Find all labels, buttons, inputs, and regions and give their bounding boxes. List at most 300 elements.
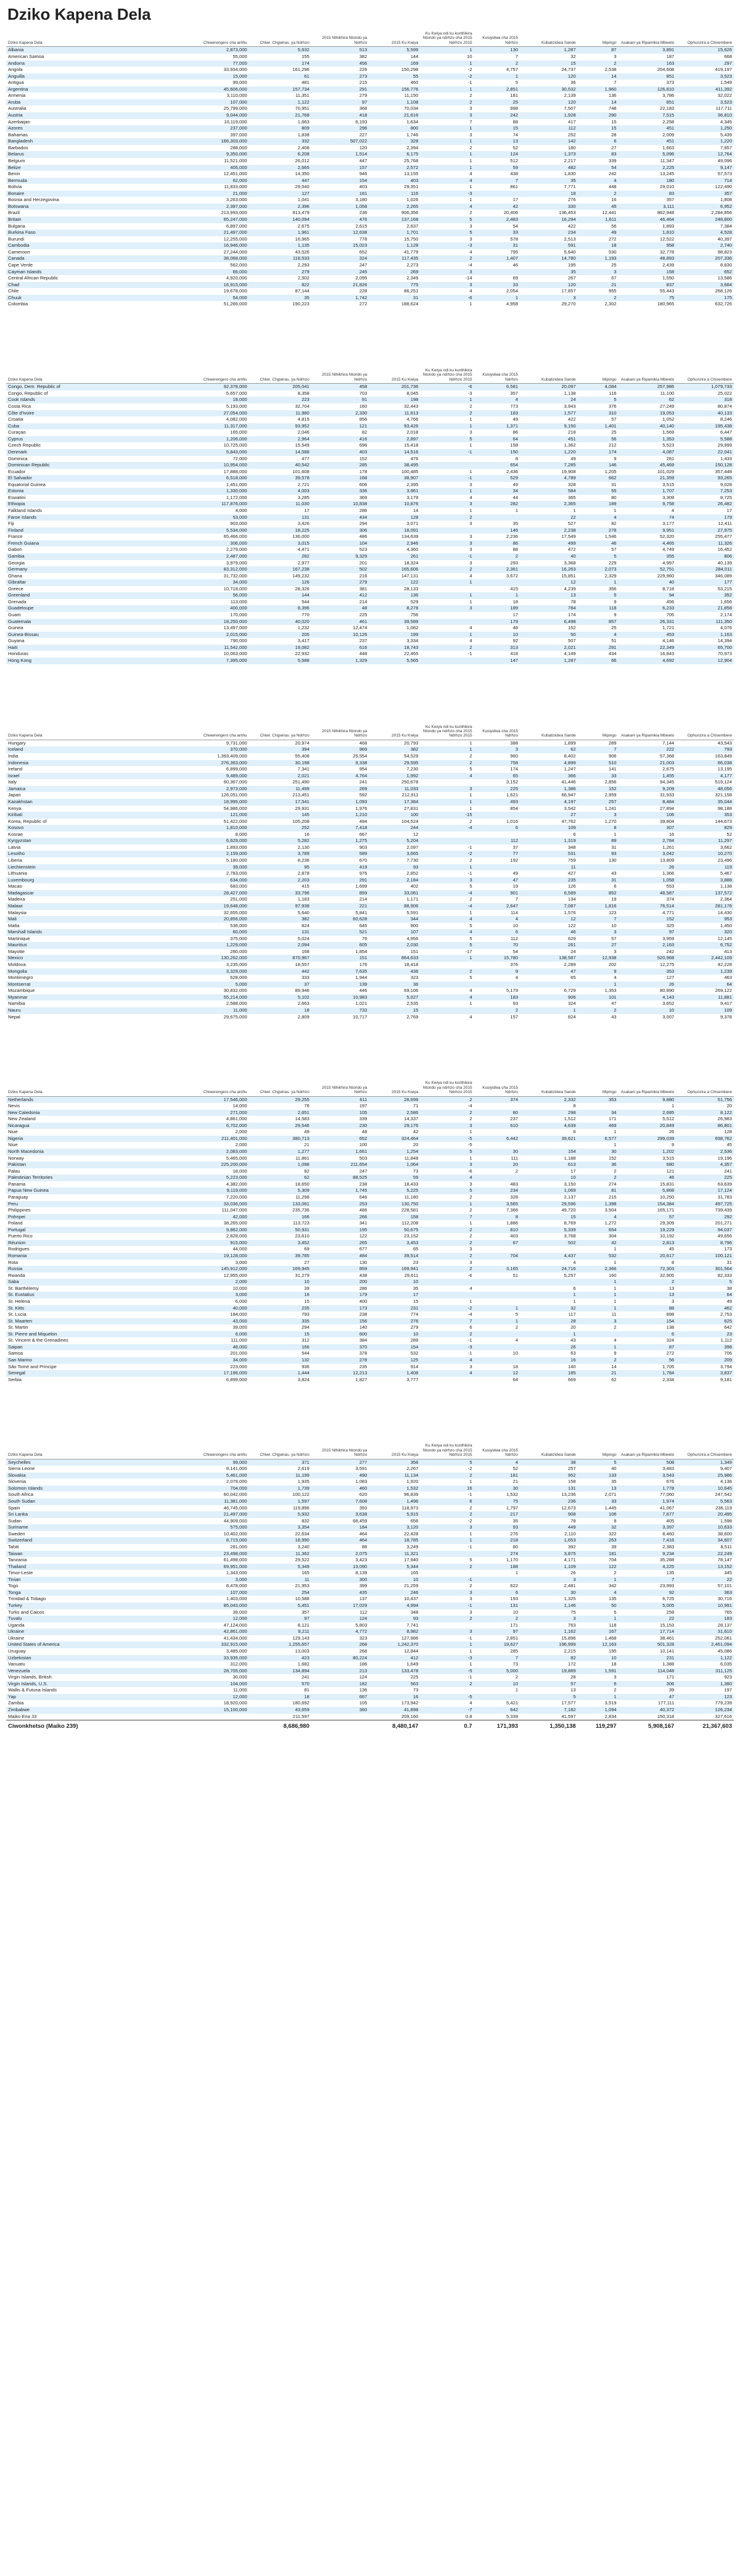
value-cell: 285 <box>311 462 369 469</box>
table-row <box>6 968 734 975</box>
value-cell: 137,572 <box>676 890 734 897</box>
value-cell: 6 <box>619 1331 676 1338</box>
value-cell: 168 <box>302 948 310 954</box>
value-cell: 122 <box>359 1233 368 1239</box>
country-name-cell: Colombia <box>8 301 28 307</box>
value-cell: 370,000 <box>190 746 249 753</box>
value-cell: 5,179 <box>506 988 519 994</box>
value-cell: 5,193,000 <box>226 403 247 409</box>
value-cell: 611 <box>311 1096 369 1103</box>
value-cell <box>474 1286 520 1292</box>
value-cell: 15,000 <box>190 73 249 80</box>
value-cell: 3,565 <box>474 1201 520 1208</box>
country-name-cell: Liechtenstein <box>6 864 190 871</box>
value-cell: 155 <box>302 53 310 59</box>
value-cell: 55,214,000 <box>190 994 249 1001</box>
value-cell: 87 <box>619 1344 676 1351</box>
value-cell: 30,198 <box>249 760 311 767</box>
value-cell: 59 <box>369 1174 420 1181</box>
value-cell: 5,843,000 <box>190 449 249 456</box>
value-cell: 7 <box>420 1214 474 1221</box>
value-cell: 2 <box>469 93 472 99</box>
value-cell: 45 <box>726 1142 732 1148</box>
value-cell: 1,663 <box>297 118 310 125</box>
value-cell: 4 <box>614 975 617 981</box>
value-cell: 15,780 <box>474 955 520 962</box>
value-cell: 21 <box>578 282 619 289</box>
country-name-cell: Pohnpei <box>6 1214 190 1221</box>
value-cell: 605 <box>311 942 369 949</box>
value-cell: 24 <box>570 948 576 954</box>
value-cell: 62,000 <box>190 178 249 184</box>
value-cell: 1,549 <box>720 80 732 86</box>
column-header: Chiwr. Chgwiras. ya Ndrhzo <box>249 1080 311 1096</box>
table-row <box>6 592 734 599</box>
value-cell: 4 <box>469 988 472 994</box>
value-cell <box>520 981 578 988</box>
country-name-cell: Malta <box>8 922 20 928</box>
value-cell: 154,384 <box>619 1201 676 1208</box>
value-cell <box>420 462 474 469</box>
country-name-cell: Slovakia <box>6 1472 190 1479</box>
value-cell: 374 <box>666 896 675 902</box>
country-name-cell: Malaysia <box>8 909 27 915</box>
value-cell: 9 <box>614 612 617 617</box>
table-row <box>6 1524 734 1531</box>
value-cell: 1,532 <box>506 1492 519 1498</box>
value-cell <box>420 1570 474 1577</box>
value-cell: 46 <box>619 1174 676 1181</box>
value-cell: 50 <box>578 1603 619 1609</box>
value-cell: 6 <box>578 138 619 145</box>
value-cell: 1,886 <box>506 1220 519 1226</box>
value-cell: 1,210 <box>311 812 369 819</box>
value-cell: 1,577 <box>520 410 578 417</box>
value-cell: 353 <box>676 812 734 819</box>
value-cell: 113,000 <box>230 598 247 605</box>
country-name-cell: El Salvador <box>6 475 190 482</box>
value-cell: 269 <box>311 786 369 793</box>
value-cell: 1,746 <box>406 131 419 138</box>
column-header: Ophunzira a Chisembere <box>676 1080 734 1096</box>
value-cell: 4 <box>578 514 619 521</box>
table-row <box>6 619 734 625</box>
value-cell: 5 <box>578 553 619 560</box>
value-cell: 12,000 <box>190 1616 249 1622</box>
value-cell: 33,934,000 <box>223 67 247 73</box>
value-cell: 3,165 <box>474 1266 520 1273</box>
column-header-row <box>6 724 734 740</box>
table-row <box>6 456 734 463</box>
value-cell: 3,591 <box>355 1466 368 1472</box>
value-cell: 2 <box>469 1207 472 1213</box>
total-value: 5,908,167 <box>619 1720 676 1733</box>
value-cell: 4 <box>469 288 472 294</box>
value-cell: 8 <box>573 1103 576 1109</box>
value-cell: 6,899,000 <box>226 766 247 772</box>
value-cell: 790,000 <box>230 638 247 644</box>
value-cell: 2,828,000 <box>226 1233 247 1239</box>
country-name-cell: São Tomé and Príncipe <box>8 1363 57 1369</box>
value-cell: 112 <box>520 125 578 132</box>
value-cell: 1 <box>474 592 520 599</box>
value-cell <box>420 832 474 838</box>
value-cell: 667 <box>311 1694 369 1701</box>
value-cell: 33,935,000 <box>190 1655 249 1662</box>
value-cell: 21,000 <box>190 191 249 197</box>
value-cell: 562,000 <box>230 262 247 268</box>
value-cell: 486 <box>359 1207 368 1213</box>
country-name-cell: South Africa <box>8 1492 33 1498</box>
table-row <box>6 1668 734 1675</box>
value-cell: 1,701 <box>369 229 420 236</box>
value-cell: 184,000 <box>230 1311 247 1318</box>
value-cell: 356 <box>608 585 617 592</box>
value-cell: 174 <box>249 60 311 67</box>
value-cell: 9 <box>614 598 617 605</box>
country-name-cell: Turks and Caicos <box>8 1609 44 1615</box>
value-cell: 2,284,856 <box>711 210 732 216</box>
value-cell: 181 <box>510 93 519 99</box>
total-value <box>190 1720 249 1733</box>
value-cell: 352 <box>676 592 734 599</box>
value-cell: 10,063,000 <box>223 651 247 657</box>
value-cell: 10,192 <box>660 1233 675 1239</box>
value-cell: 100,122 <box>292 1492 310 1498</box>
value-cell: 4,958 <box>506 301 519 307</box>
value-cell: 1,388 <box>662 1661 675 1667</box>
value-cell: 837 <box>619 282 676 289</box>
value-cell: 856 <box>359 416 368 423</box>
value-cell: 1,598 <box>720 1517 732 1524</box>
value-cell: 20 <box>726 1103 732 1109</box>
value-cell: 1,250 <box>676 125 734 132</box>
value-cell: 31 <box>578 877 619 884</box>
value-cell: 4,639 <box>520 1123 578 1129</box>
value-cell: 66,947 <box>561 792 576 798</box>
value-cell: 137,168 <box>369 217 420 223</box>
table-row <box>6 753 734 760</box>
value-cell: 3,483 <box>662 1466 675 1472</box>
value-cell: 10 <box>474 632 520 638</box>
value-cell: 5,588 <box>676 436 734 443</box>
value-cell: 5,591 <box>406 909 419 915</box>
country-name-cell: Australia <box>8 105 27 112</box>
value-cell: 46,464 <box>619 217 676 223</box>
value-cell: 382 <box>369 746 420 753</box>
value-cell: 109 <box>520 825 578 832</box>
value-cell: 217 <box>474 1511 520 1518</box>
value-cell: 1,373 <box>520 151 578 158</box>
value-cell: 13,090 <box>311 1564 369 1571</box>
value-cell: 6,725 <box>662 1596 675 1602</box>
value-cell: 4,382,000 <box>226 1181 247 1187</box>
value-cell: -1 <box>420 475 474 482</box>
value-cell: 34,000 <box>190 1357 249 1364</box>
value-cell: 27 <box>611 144 617 151</box>
table-row <box>6 1350 734 1357</box>
country-name-cell: Guinea <box>8 625 23 631</box>
value-cell: 10,633 <box>676 1524 734 1531</box>
column-header: Chiwerengero cha anthu <box>190 724 249 740</box>
value-cell: 107,000 <box>190 1590 249 1596</box>
value-cell: 9,378 <box>720 1013 732 1020</box>
value-cell <box>474 1142 520 1149</box>
value-cell: 134,639 <box>401 534 419 540</box>
value-cell: -1 <box>467 870 472 877</box>
value-cell: 64 <box>474 436 520 443</box>
value-cell: 27,831 <box>404 805 419 811</box>
value-cell: 14,430 <box>717 909 732 915</box>
value-cell: 161,296 <box>292 67 310 73</box>
value-cell: 5,096 <box>619 151 676 158</box>
value-cell: 6,498 <box>520 619 578 625</box>
value-cell: 461 <box>311 619 369 625</box>
value-cell: 427 <box>568 870 576 877</box>
value-cell: 6,442 <box>474 1136 520 1142</box>
table-row <box>6 1577 734 1583</box>
table-row <box>6 1220 734 1227</box>
value-cell: 60,367,000 <box>223 779 247 785</box>
value-cell: 49 <box>304 1129 310 1135</box>
value-cell: 4,143 <box>619 994 676 1001</box>
value-cell: 144,673 <box>715 818 732 824</box>
value-cell: 2 <box>420 1110 474 1117</box>
value-cell: 9,028 <box>720 481 732 487</box>
value-cell: 289 <box>608 740 617 746</box>
column-header: Asakani ya Ripamikia Mbwelo <box>619 30 676 47</box>
value-cell: 215 <box>359 80 368 86</box>
value-cell: 1,069 <box>520 1187 578 1194</box>
value-cell: 1,778 <box>619 1485 676 1492</box>
value-cell: 3 <box>420 1162 474 1168</box>
table-row <box>6 521 734 527</box>
table-row <box>6 896 734 903</box>
value-cell: 952 <box>520 1472 578 1479</box>
value-cell: -1 <box>467 1492 472 1498</box>
value-cell: 29,611 <box>404 1272 419 1278</box>
value-cell: 41,597 <box>561 1713 576 1719</box>
value-cell: 3,152 <box>506 779 519 785</box>
country-name-cell: Bosnia and Herzegovina <box>8 197 59 203</box>
table-row <box>6 1136 734 1142</box>
value-cell <box>420 981 474 988</box>
value-cell: 620 <box>359 1492 368 1498</box>
value-cell: 1 <box>469 1479 472 1485</box>
column-header: Ophunzira a Chisembere <box>676 30 734 47</box>
value-cell: 7,285 <box>520 462 578 469</box>
table-row <box>6 1681 734 1688</box>
country-name-cell: St. Barthélemy <box>8 1285 39 1291</box>
value-cell: 276 <box>369 1318 420 1325</box>
value-cell: 83 <box>619 191 676 197</box>
value-cell: 126,234 <box>676 1707 734 1714</box>
value-cell: 1 <box>469 792 472 798</box>
value-cell: 19,082 <box>249 645 311 651</box>
value-cell: 60,042,000 <box>223 1492 247 1498</box>
value-cell: 9,209 <box>619 786 676 793</box>
value-cell: 2,383 <box>662 1543 675 1550</box>
value-cell: 3,652 <box>662 1001 675 1007</box>
value-cell: 1 <box>469 1155 472 1161</box>
value-cell: 29,595 <box>369 760 420 767</box>
value-cell: 229 <box>608 559 617 566</box>
value-cell: 415 <box>302 883 310 890</box>
value-cell: -2 <box>467 1466 472 1472</box>
value-cell: 1,992 <box>369 773 420 780</box>
value-cell: 324,464 <box>369 1136 420 1142</box>
value-cell: 12,673 <box>561 1505 576 1511</box>
value-cell: 2 <box>420 1472 474 1479</box>
value-cell: 704,000 <box>190 1485 249 1492</box>
value-cell: 11,298 <box>295 1194 310 1200</box>
value-cell: 73 <box>413 1168 419 1174</box>
value-cell: 26,983 <box>717 1116 732 1122</box>
total-value: 119,297 <box>578 1720 619 1733</box>
value-cell: 33 <box>474 282 520 289</box>
value-cell: 32 <box>520 1305 578 1312</box>
table-row <box>6 1485 734 1492</box>
value-cell: 7,182 <box>520 1707 578 1714</box>
value-cell: 32,905 <box>660 1272 675 1278</box>
value-cell: 112 <box>474 838 520 844</box>
table-row <box>6 1305 734 1312</box>
value-cell: 829 <box>676 825 734 832</box>
value-cell: 773 <box>510 403 519 409</box>
value-cell: 328 <box>369 138 420 145</box>
table-row <box>6 119 734 126</box>
table-row <box>6 204 734 210</box>
value-cell: 125 <box>369 1357 420 1364</box>
value-cell: 403 <box>369 178 420 184</box>
value-cell: 1,830 <box>564 171 576 177</box>
value-cell: 7 <box>469 118 472 125</box>
value-cell: 52,320 <box>660 534 675 540</box>
value-cell: 11,499 <box>249 786 311 793</box>
country-name-cell: Liberia <box>8 857 22 864</box>
table-row <box>6 1014 734 1021</box>
value-cell: 806 <box>676 553 734 560</box>
value-cell: 82 <box>520 1655 578 1662</box>
value-cell: 4 <box>420 1174 474 1181</box>
value-cell: 442 <box>249 968 311 975</box>
value-cell: 64 <box>676 981 734 988</box>
value-cell: 1,621 <box>506 792 519 798</box>
value-cell: 616 <box>311 645 369 651</box>
value-cell: 66,038 <box>676 760 734 767</box>
value-cell: 17,549 <box>561 534 576 540</box>
value-cell: 10 <box>520 1174 578 1181</box>
value-cell: 41,446 <box>561 779 576 785</box>
value-cell: 21,259 <box>404 1583 419 1589</box>
value-cell: 8,460 <box>662 1530 675 1537</box>
value-cell: 2,365 <box>520 501 578 508</box>
value-cell: 11,613 <box>369 410 420 417</box>
value-cell: 34,607 <box>676 1537 734 1544</box>
value-cell: 1 <box>469 184 472 190</box>
country-name-cell: Nigeria <box>6 1136 190 1142</box>
value-cell: 1,261 <box>662 844 675 850</box>
value-cell: 117,435 <box>369 255 420 262</box>
value-cell: 5,421 <box>506 1700 519 1706</box>
country-name-cell: Bonaire <box>6 191 190 197</box>
table-row <box>6 806 734 812</box>
value-cell: 6 <box>573 1285 576 1291</box>
country-name-cell: Austria <box>6 112 190 119</box>
value-cell: 235 <box>520 877 578 884</box>
value-cell: 4 <box>469 171 472 177</box>
value-cell: -1 <box>420 1577 474 1583</box>
value-cell: 23,498,000 <box>190 1551 249 1558</box>
value-cell: 5,868 <box>619 1187 676 1194</box>
table-row <box>6 423 734 430</box>
value-cell: 8,000 <box>235 831 247 837</box>
value-cell: 39,589 <box>369 619 420 625</box>
country-name-cell: Cayman Islands <box>6 269 190 276</box>
value-cell: 7,635 <box>311 968 369 975</box>
value-cell <box>420 586 474 593</box>
value-cell: 157 <box>311 165 369 171</box>
value-cell: 2 <box>469 753 472 759</box>
country-name-cell: St. Pierre and Miquelon <box>6 1331 190 1338</box>
value-cell: 2,238 <box>520 527 578 534</box>
value-cell: 237 <box>510 1116 519 1122</box>
value-cell: 3,515 <box>662 1155 675 1161</box>
value-cell: 2,964 <box>249 436 311 443</box>
value-cell: 73 <box>512 1661 519 1667</box>
value-cell: 28,133 <box>404 585 419 592</box>
total-value: 8,480,147 <box>369 1720 420 1733</box>
value-cell: 248,800 <box>676 217 734 223</box>
column-header: Chiwr. Chgwiras. ya Ndrhzo <box>249 724 311 740</box>
table-row <box>6 165 734 171</box>
table-row <box>6 864 734 871</box>
value-cell <box>474 579 520 586</box>
country-name-cell: Serbia <box>8 1376 22 1382</box>
value-cell: 393 <box>359 1505 368 1511</box>
value-cell: 5,588 <box>249 658 311 664</box>
value-cell: 21 <box>304 1142 310 1148</box>
value-cell: 183 <box>474 410 520 417</box>
value-cell: 45,606,000 <box>190 86 249 93</box>
value-cell: 195 <box>608 1648 617 1654</box>
value-cell: 26,012 <box>295 157 310 163</box>
column-header: Ophunzira a Chisembere <box>676 367 734 384</box>
column-header: Kubatizidwa Sande <box>520 1080 578 1096</box>
value-cell: 795 <box>510 249 519 255</box>
value-cell: 177 <box>676 579 734 586</box>
value-cell: 57 <box>520 1681 578 1688</box>
value-cell: 112,208 <box>401 1220 419 1226</box>
value-cell: 13,195 <box>717 766 732 772</box>
value-cell: 2,265 <box>369 204 420 210</box>
value-cell: 705 <box>666 612 675 617</box>
total-value: 21,367,603 <box>676 1720 734 1733</box>
country-name-cell: Luxembourg <box>6 877 190 884</box>
value-cell: 130 <box>608 857 617 864</box>
value-cell: 8,769 <box>564 1220 576 1226</box>
value-cell: 1 <box>474 73 520 80</box>
value-cell: 3,891 <box>619 47 676 54</box>
value-cell: 6 <box>474 929 520 936</box>
value-cell: 44 <box>512 494 519 500</box>
value-cell: -2 <box>467 1517 472 1524</box>
value-cell: 449 <box>520 1524 578 1531</box>
value-cell: 296 <box>311 125 369 132</box>
value-cell: 2,513 <box>564 236 576 242</box>
value-cell: 218 <box>474 1537 520 1544</box>
value-cell: 10,588 <box>295 1596 310 1602</box>
